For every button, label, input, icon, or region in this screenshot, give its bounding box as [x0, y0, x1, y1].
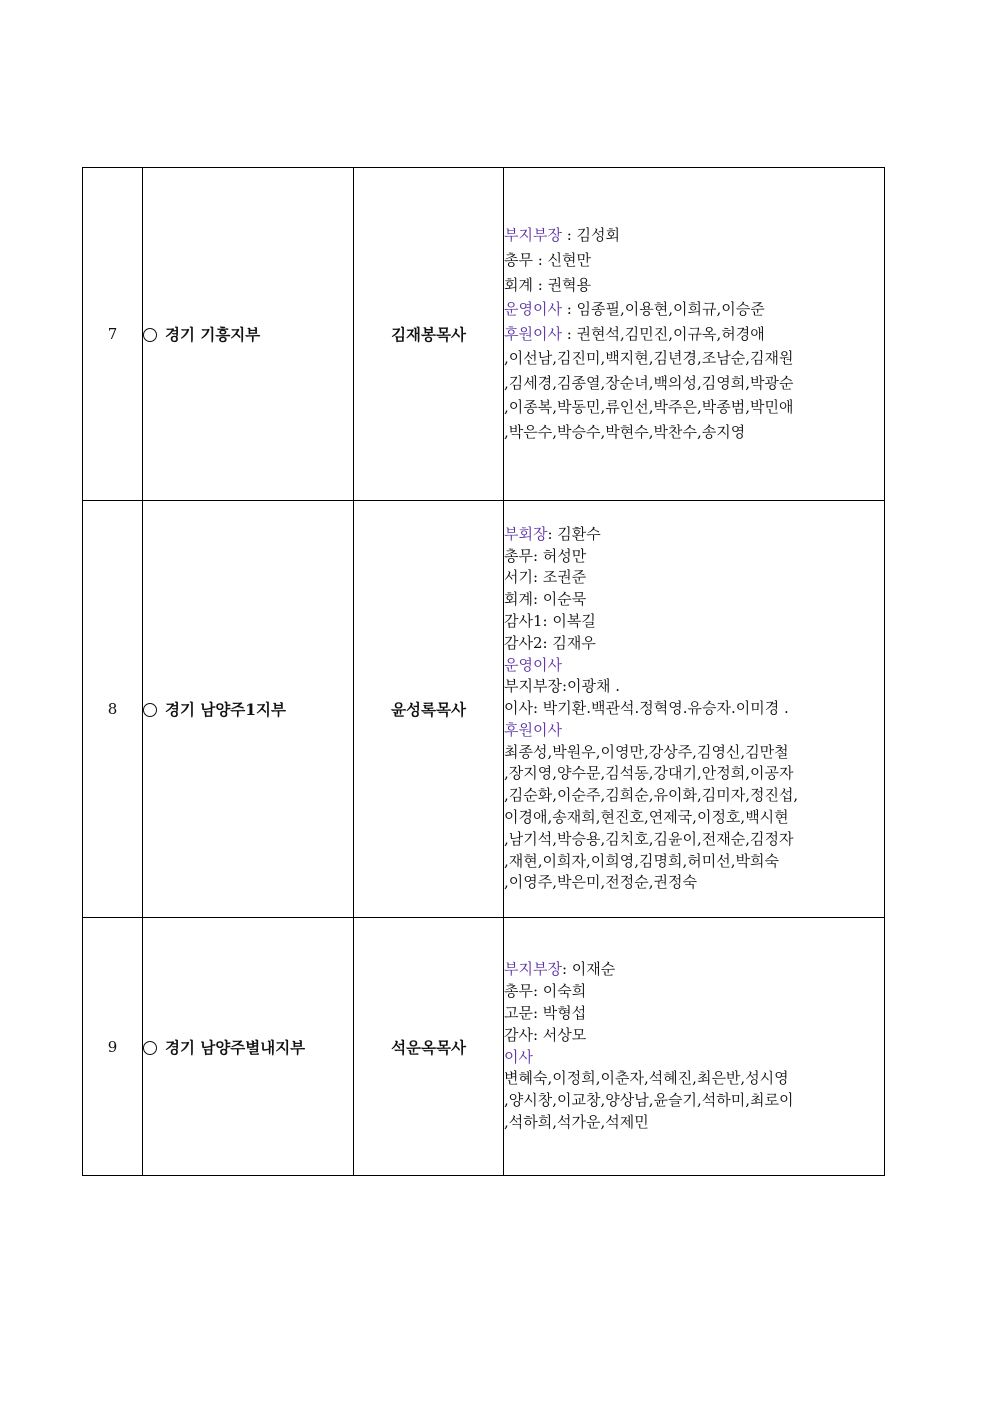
officer-text: ,남기석,박승용,김치호,김윤이,전재순,김정자: [504, 829, 794, 848]
role-label: 후원이사: [504, 324, 562, 343]
officer-line: [504, 872, 884, 894]
officer-text: ,김순화,이순주,김희순,유이화,김미자,정진섭,: [504, 786, 799, 805]
branch-name: 경기 남양주별내지부: [165, 1037, 306, 1057]
officer-text: : 김성회: [561, 226, 621, 245]
officer-line: [504, 1047, 884, 1069]
officer-line: [504, 322, 884, 347]
circle-icon: [143, 328, 157, 342]
officer-line: [504, 223, 884, 248]
officer-line: [504, 371, 884, 396]
officer-line: [504, 959, 884, 981]
role-label: 부회장: [504, 524, 548, 543]
officer-text: 회계 : 권혁용: [504, 275, 592, 294]
officer-text: ,이선남,김진미,백지현,김년경,조남순,김재원: [504, 349, 794, 368]
officer-text: : 이재순: [561, 960, 616, 979]
officer-list: [504, 501, 885, 918]
officer-line: [504, 273, 884, 298]
table-row: [83, 918, 885, 1176]
branch-cell: [143, 501, 354, 918]
officer-text: 이사: 박기환.백관석.정혁영.유승자.이미경 .: [504, 699, 789, 718]
branch-roster-table: [82, 167, 885, 1176]
officer-line: [504, 420, 884, 445]
officer-line: [504, 829, 884, 851]
officer-text: ,이종복,박동민,류인선,박주은,박종범,박민애: [504, 398, 794, 417]
branch-name: 경기 남양주1지부: [165, 700, 286, 719]
officer-line: [504, 1025, 884, 1047]
role-label: 부지부장: [504, 960, 562, 979]
officer-line: [504, 720, 884, 742]
officer-line: [504, 297, 884, 322]
officer-text: ,김세경,김종열,장순녀,백의성,김영희,박광순: [504, 373, 794, 392]
role-label: 운영이사: [504, 655, 562, 674]
officer-text: 총무 : 신현만: [504, 250, 592, 269]
row-number: 8: [83, 501, 143, 918]
officer-line: [504, 611, 884, 633]
officer-text: 총무: 허성만: [504, 546, 587, 565]
role-label: 이사: [504, 1047, 533, 1066]
table-row: [83, 501, 885, 918]
officer-line: [504, 1003, 884, 1025]
officer-text: 변혜숙,이정희,이춘자,석혜진,최은반,성시영: [504, 1069, 789, 1088]
officer-line: [504, 524, 884, 546]
officer-text: 최종성,박원우,이영만,강상주,김영신,김만철: [504, 742, 789, 761]
pastor-name: 김재봉목사: [354, 168, 504, 501]
row-number: 9: [83, 918, 143, 1176]
officer-text: 회계: 이순묵: [504, 590, 587, 609]
branch-cell: [143, 918, 354, 1176]
officer-text: : 김환수: [547, 524, 601, 543]
officer-line: [504, 981, 884, 1003]
officer-line: [504, 1090, 884, 1112]
officer-line: [504, 742, 884, 764]
officer-line: [504, 346, 884, 371]
officer-text: ,재현,이희자,이희영,김명희,허미선,박희숙: [504, 851, 779, 870]
officer-text: : 권현석,김민진,이규옥,허경애: [561, 324, 765, 343]
officer-text: 부지부장:이광채 .: [504, 677, 621, 696]
officer-line: [504, 785, 884, 807]
officer-text: ,양시창,이교창,양상남,윤슬기,석하미,최로이: [504, 1091, 794, 1110]
role-label: 운영이사: [504, 300, 562, 319]
officer-list: [504, 168, 885, 501]
branch-cell: [143, 168, 354, 501]
officer-line: [504, 698, 884, 720]
officer-line: [504, 1068, 884, 1090]
officer-text: ,장지영,양수문,김석동,강대기,안정희,이공자: [504, 764, 794, 783]
officer-text: ,이영주,박은미,전정순,권정숙: [504, 873, 697, 892]
officer-line: [504, 546, 884, 568]
officer-text: : 임종필,이용현,이희규,이승준: [561, 300, 765, 319]
officer-text: 서기: 조권준: [504, 568, 587, 587]
officer-line: [504, 633, 884, 655]
branch-name: 경기 기흥지부: [165, 325, 261, 344]
officer-line: [504, 655, 884, 677]
officer-line: [504, 763, 884, 785]
officer-text: 감사1: 이복길: [504, 611, 596, 630]
officer-list: [504, 918, 885, 1176]
officer-line: [504, 395, 884, 420]
officer-line: [504, 567, 884, 589]
pastor-name: 석운옥목사: [354, 918, 504, 1176]
officer-line: [504, 676, 884, 698]
officer-text: 고문: 박형섭: [504, 1003, 587, 1022]
pastor-name: 윤성록목사: [354, 501, 504, 918]
officer-line: [504, 1112, 884, 1134]
table-row: [83, 168, 885, 501]
officer-line: [504, 589, 884, 611]
officer-line: [504, 248, 884, 273]
role-label: 부지부장: [504, 226, 562, 245]
officer-text: 감사: 서상모: [504, 1025, 587, 1044]
officer-text: 이경애,송재희,현진호,연제국,이정호,백시현: [504, 808, 789, 827]
officer-text: ,석하희,석가운,석제민: [504, 1112, 649, 1131]
officer-text: 감사2: 김재우: [504, 633, 596, 652]
role-label: 후원이사: [504, 720, 562, 739]
officer-line: [504, 807, 884, 829]
circle-icon: [143, 703, 157, 717]
officer-text: ,박은수,박승수,박현수,박찬수,송지영: [504, 423, 746, 442]
circle-icon: [143, 1041, 157, 1055]
roster-body: [83, 168, 885, 1176]
row-number: 7: [83, 168, 143, 501]
officer-line: [504, 851, 884, 873]
officer-text: 총무: 이숙희: [504, 982, 587, 1001]
